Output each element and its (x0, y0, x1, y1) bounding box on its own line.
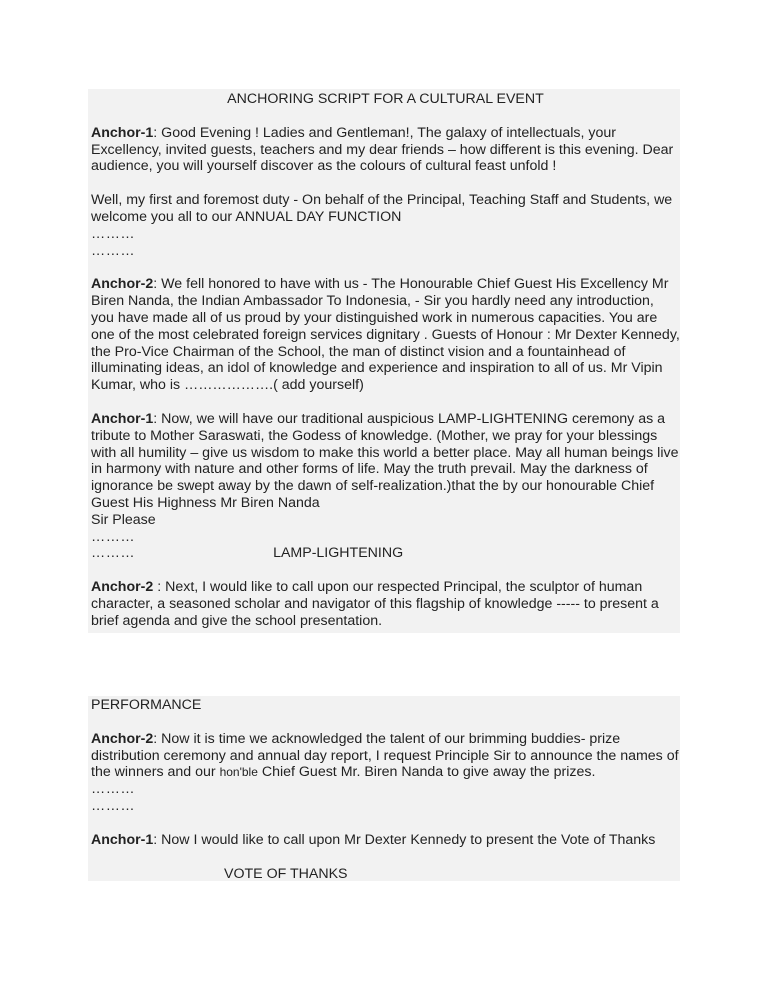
anchor1-greeting (91, 125, 680, 175)
speaker-label: Anchor-1 (91, 831, 154, 848)
ellipsis-line: ……… (91, 528, 136, 545)
document-title: ANCHORING SCRIPT FOR A CULTURAL EVENT (227, 91, 544, 107)
paragraph-text: : Now I would like to call upon Mr Dexter Kennedy to present the Vote of Thanks (153, 831, 656, 848)
speaker-label: Anchor-1 (91, 124, 154, 141)
script-section-2 (88, 696, 680, 881)
anchor2-introduction (91, 276, 680, 394)
ellipsis-line: ……… (91, 242, 136, 259)
paragraph-text: Chief Guest Mr. Biren Nanda to give away the prizes. (257, 764, 596, 781)
anchor1-lamp-lightening (91, 411, 680, 512)
honble-text: hon'ble (219, 765, 258, 780)
vote-of-thanks-label: VOTE OF THANKS (224, 865, 348, 882)
speaker-label: Anchor-1 (91, 410, 154, 427)
ellipsis-line: ……… (91, 797, 136, 814)
ellipsis-line: ……… (91, 225, 136, 242)
lamp-lightening-line (91, 545, 680, 562)
anchor1-vote-of-thanks (91, 832, 680, 849)
speaker-label: Anchor-2 (91, 579, 154, 596)
paragraph-text: : Now it is time we acknowledged the talent of our brimming buddies- prize distribution ceremony and annual day report, I request Principle Sir to announce the names of the winners and our (91, 730, 679, 781)
anchor2-prize-distribution (91, 731, 680, 781)
speaker-label: Anchor-2 (91, 730, 154, 747)
ellipsis-line: ……… (91, 781, 136, 798)
welcome-paragraph: Well, my first and foremost duty - On behalf of the Principal, Teaching Staff and Students, we welcome you all to our ANNUAL DAY FUNCTION (91, 192, 673, 225)
lamp-lightening-label: LAMP-LIGHTENING (273, 545, 404, 562)
paragraph-text: : Good Evening ! Ladies and Gentleman!, The galaxy of intellectuals, your Excellency, invited guests, teachers and my dear friends – how different is this evening. Dear audience, you will yourself discover as the colours of cultural feast unfold ! (91, 124, 674, 175)
speaker-label: Anchor-2 (91, 276, 154, 293)
paragraph-text: : We fell honored to have with us - The Honourable Chief Guest His Excellency Mr Biren Nanda, the Indian Ambassador To Indonesia, - Sir you hardly need any introduction, you have made all of us proud by your distinguished work in numerous capacities. You are one of the most celebrated foreign services dignitary . Guests of Honour : Mr Dexter Kennedy, the Pro-Vice Chairman of the School, the man of distinct vision and a fountainhead of illuminating ideas, an idol of knowledge and experience and inspiration to all of us. Mr Vipin Kumar, who is ……………….( add yourself) (91, 276, 680, 394)
anchor2-principal-call (91, 579, 680, 629)
paragraph-text: : Now, we will have our traditional auspicious LAMP-LIGHTENING ceremony as a tribute to Mother Saraswati, the Godess of knowledge. (Mother, we pray for your blessings with all humility – give us wisdom to make this world a better place. May all human beings live in harmony with nature and other forms of life. May the truth prevail. May the darkness of ignorance be swept away by the dawn of self-realization.)that the by our honourable Chief Guest His Highness Mr Biren Nanda (91, 410, 679, 511)
ellipsis-text: ……… (91, 545, 136, 562)
performance-heading: PERFORMANCE (91, 697, 202, 713)
paragraph-text: : Next, I would like to call upon our respected Principal, the sculptor of human character, a seasoned scholar and navigator of this flagship of knowledge ----- to present a brief agenda and give the school presentation. (91, 579, 659, 629)
script-section-1 (88, 89, 680, 633)
sir-please-line: Sir Please (91, 511, 156, 528)
